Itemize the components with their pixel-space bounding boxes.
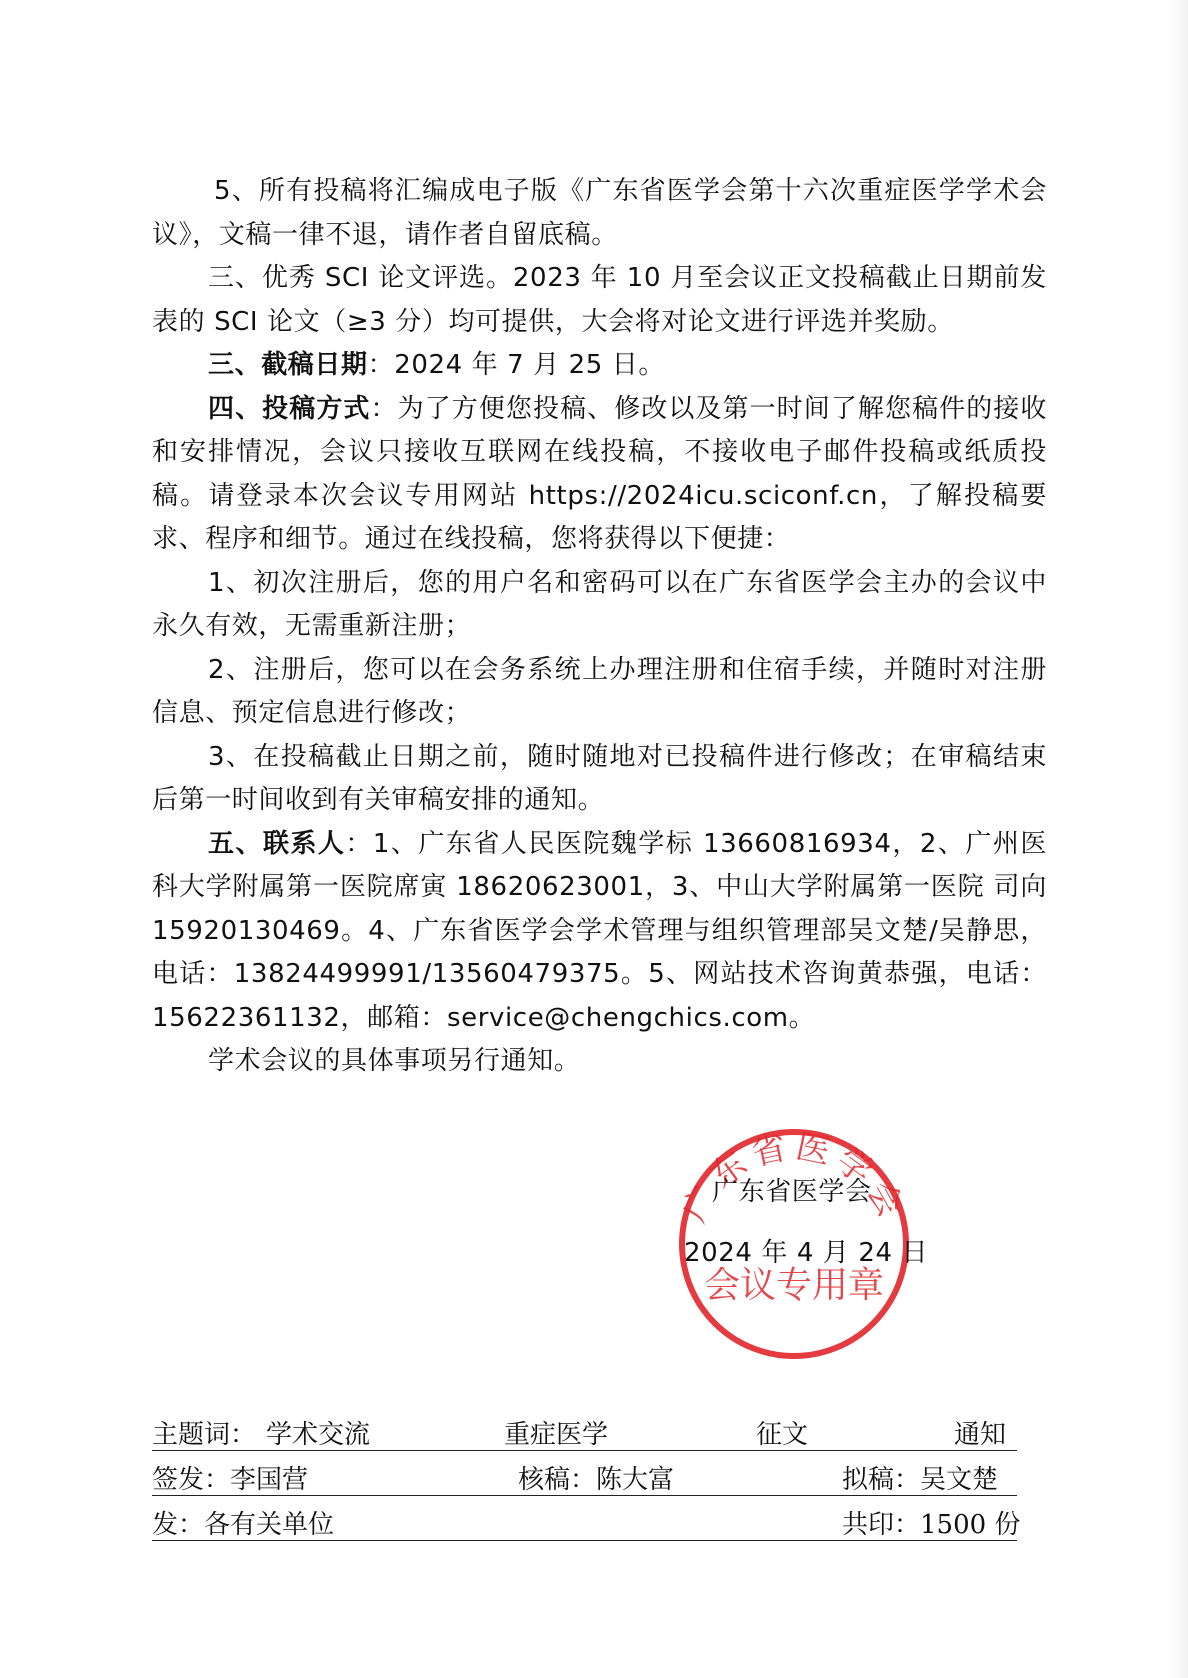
paragraph-benefit-2: 2、注册后，您可以在会务系统上办理注册和住宿手续，并随时对注册信息、预定信息进行修改； — [152, 654, 1047, 728]
signature-date: 2024 年 4 月 24 日 — [684, 1238, 929, 1268]
contacts-text: ：1、广东省人民医院魏学标 13660816934，2、广州医科大学附属第一医院席寅 18620623001，3、中山大学附属第一医院 司向15920130469。4、广东省医学会学术管理与组织管理部吴文楚/吴静思，电话：13824499991/13560479375。5、网站技术咨询黄恭强，电话：15622361132，邮箱：service@chengchics.com。 — [152, 828, 1047, 1033]
checker: 核稿：陈大富 — [518, 1465, 675, 1495]
keyword-3: 征文 — [756, 1420, 809, 1450]
footer-keywords-row — [152, 1406, 1017, 1451]
signature-organization: 广东省医学会 — [712, 1177, 872, 1207]
seal-bottom-text: 会议专用章 — [703, 1265, 885, 1306]
submission-method-heading: 四、投稿方式 — [208, 393, 371, 424]
paragraph-benefit-1: 1、初次注册后，您的用户名和密码可以在广东省医学会主办的会议中永久有效，无需重新注册； — [152, 567, 1047, 641]
deadline-text: ：2024 年 7 月 25 日。 — [367, 350, 665, 380]
distribution: 发：各有关单位 — [152, 1510, 335, 1540]
keyword-4: 通知 — [954, 1420, 1007, 1450]
issuer: 签发：李国营 — [152, 1465, 309, 1495]
footer-distribution-row — [152, 1496, 1021, 1541]
keyword-1: 学术交流 — [266, 1420, 371, 1450]
keywords-label: 主题词： — [152, 1420, 257, 1450]
seal-top-text: 广东省医学会 — [674, 1126, 914, 1229]
deadline-heading: 三、截稿日期 — [208, 350, 368, 380]
paragraph-sci-selection: 三、优秀 SCI 论文评选。2023 年 10 月至会议正文投稿截止日期前发表的 SCI 论文（≥3 分）均可提供，大会将对论文进行评选并奖励。 — [152, 263, 1047, 337]
copies: 共印：1500 份 — [842, 1510, 1021, 1540]
keyword-2: 重症医学 — [504, 1420, 609, 1450]
paragraph-deadline — [152, 344, 1047, 388]
paragraph-closing: 学术会议的具体事项另行通知。 — [208, 1046, 581, 1076]
paragraph-submission-method — [152, 388, 1047, 562]
paragraph-contacts — [152, 823, 1047, 1041]
paragraph-benefit-3: 3、在投稿截止日期之前，随时随地对已投稿件进行修改；在审稿结束后第一时间收到有关审稿安排的通知。 — [152, 741, 1047, 815]
page-edge-shadow — [1170, 0, 1188, 1678]
paragraph-submission-compilation: 5、所有投稿将汇编成电子版《广东省医学会第十六次重症医学学术会议》，文稿一律不退，请作者自留底稿。 — [152, 176, 1047, 250]
contacts-heading: 五、联系人 — [208, 828, 346, 859]
drafter: 拟稿：吴文楚 — [842, 1465, 999, 1495]
notice-body — [152, 170, 1047, 1084]
submission-method-text: ：为了方便您投稿、修改以及第一时间了解您稿件的接收和安排情况，会议只接收互联网在线投稿，不接收电子邮件投稿或纸质投稿。请登录本次会议专用网站 https://2024icu.sciconf.cn，了解投稿要求、程序和细节。通过在线投稿，您将获得以下便捷： — [152, 393, 1047, 554]
footer-approval-row — [152, 1451, 1017, 1496]
